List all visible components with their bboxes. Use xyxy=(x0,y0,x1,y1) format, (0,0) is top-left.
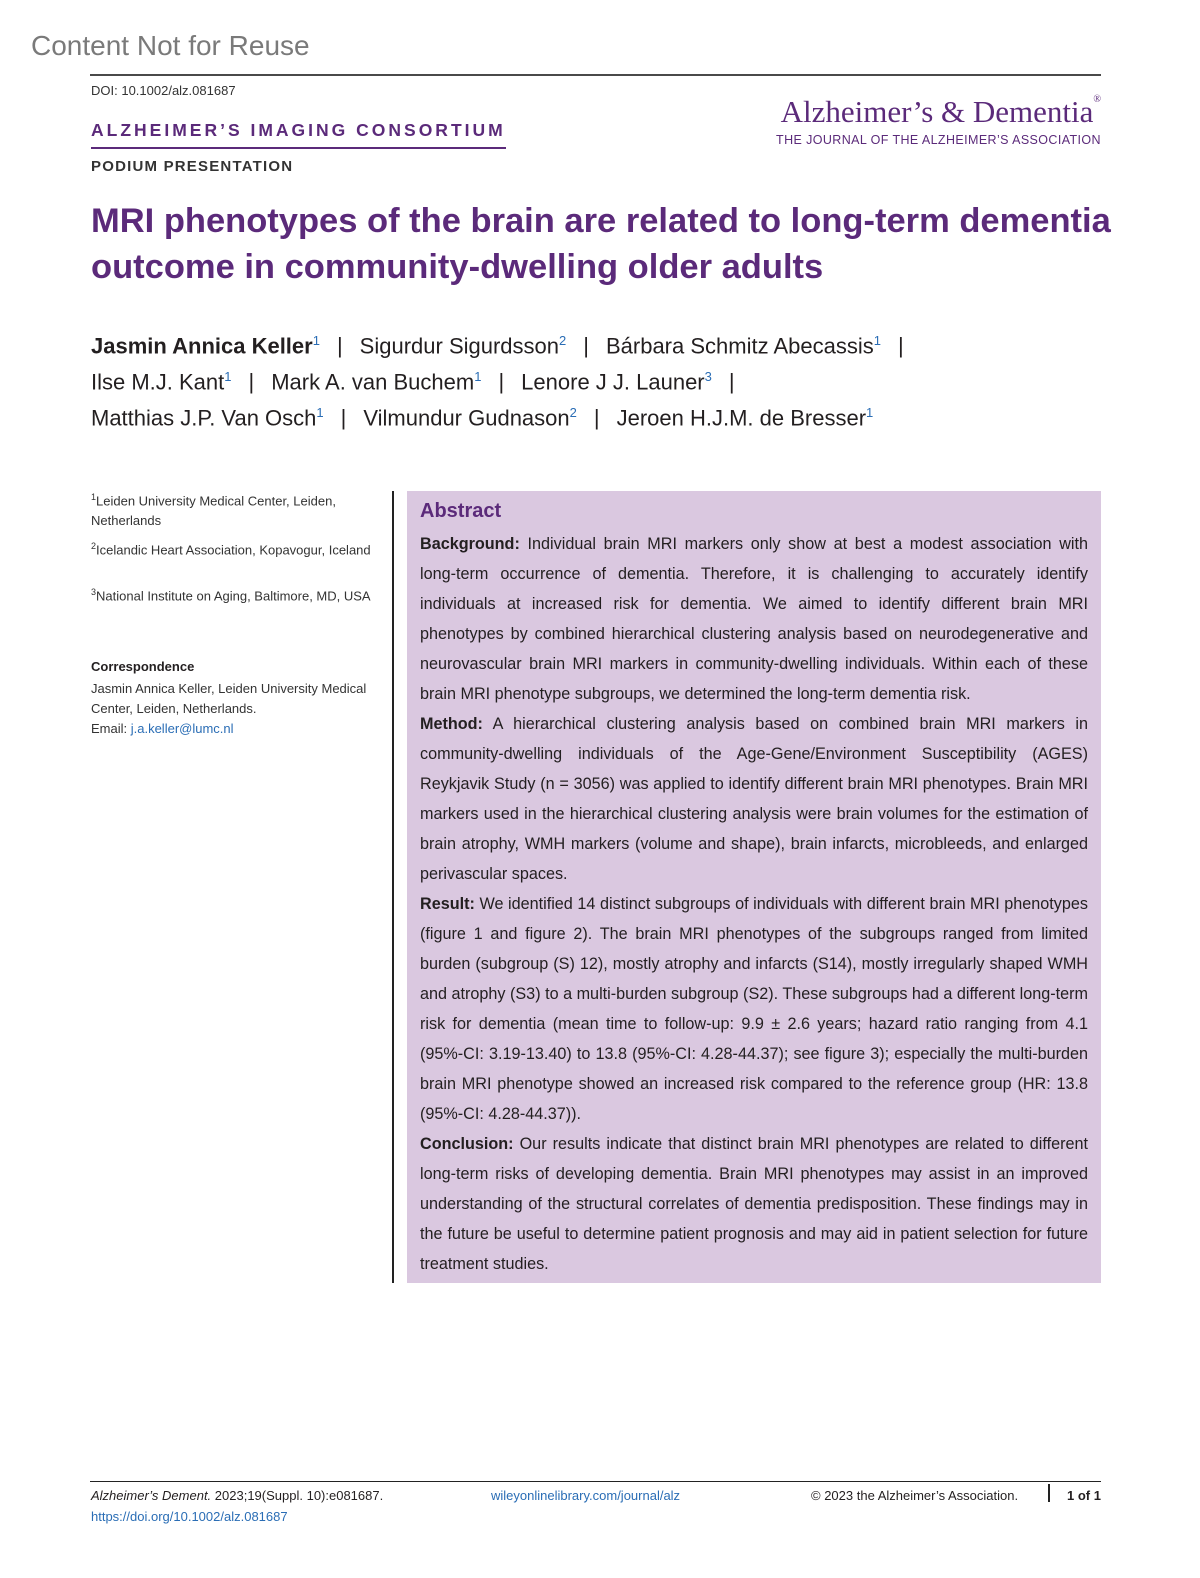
journal-logo xyxy=(781,94,1101,130)
author-affiliation-ref[interactable]: 1 xyxy=(866,405,874,420)
author-affiliation-ref[interactable]: 2 xyxy=(569,405,577,420)
correspondence-email-line xyxy=(91,719,371,739)
author-name: Sigurdur Sigurdsson xyxy=(359,333,560,359)
author-name: Vilmundur Gudnason xyxy=(363,405,570,431)
author-affiliation-ref[interactable]: 1 xyxy=(224,369,232,384)
author-separator: | xyxy=(728,369,735,395)
correspondence-details xyxy=(91,679,371,739)
abstract-result xyxy=(420,889,1088,1129)
email-link[interactable]: j.a.keller@lumc.nl xyxy=(130,721,234,736)
author-line xyxy=(91,333,921,359)
author-name: Bárbara Schmitz Abecassis xyxy=(605,333,874,359)
email-label: Email: xyxy=(91,721,131,736)
affiliation xyxy=(91,536,371,560)
affiliation-number: 2 xyxy=(91,541,97,551)
author-name: Jeroen H.J.M. de Bresser xyxy=(616,405,867,431)
background-text: Individual brain MRI markers only show at best a modest association with long-term occurrence of dementia. Therefore, it is challenging to accurately identify individuals at increased risk for dementia. We aimed to identify different brain MRI phenotypes by combined hierarchical clustering analysis based on neurodegenerative and neurovascular brain MRI markers in community-dwelling individuals. Within each of these brain MRI phenotype subgroups, we determined the long-term dementia risk. xyxy=(420,535,1088,703)
paper-title xyxy=(91,198,1111,290)
affiliation-number: 1 xyxy=(91,492,97,502)
author-affiliation-ref[interactable]: 2 xyxy=(559,333,567,348)
footer-journal-link[interactable]: wileyonlinelibrary.com/journal/alz xyxy=(491,1488,681,1503)
author-name: Lenore J J. Launer xyxy=(521,369,705,395)
author-name: Matthias J.P. Van Osch xyxy=(91,405,317,431)
author-separator: | xyxy=(336,333,343,359)
article-type: PODIUM PRESENTATION xyxy=(91,158,294,175)
author-name: Mark A. van Buchem xyxy=(271,369,475,395)
conclusion-label: Conclusion: xyxy=(420,1135,514,1153)
author-affiliation-ref[interactable]: 1 xyxy=(316,405,324,420)
title-line: MRI phenotypes of the brain are related to long-term dementia xyxy=(91,202,1111,240)
author-affiliation-ref[interactable]: 1 xyxy=(474,369,482,384)
author-separator: | xyxy=(583,333,589,359)
affiliation xyxy=(91,582,371,606)
author-affiliation-ref[interactable]: 1 xyxy=(312,333,320,348)
author-separator: | xyxy=(248,369,255,395)
footer-divider xyxy=(1048,1484,1050,1502)
abstract-background xyxy=(420,529,1088,709)
abstract-heading: Abstract xyxy=(420,500,502,522)
affiliation-text: Leiden University Medical Center, Leiden, Netherlands xyxy=(91,493,336,529)
journal-name: Alzheimer’s & Dementia xyxy=(780,94,1094,129)
author-name: Ilse M.J. Kant xyxy=(91,369,225,395)
footer-doi-link[interactable]: https://doi.org/10.1002/alz.081687 xyxy=(91,1509,288,1524)
result-label: Result: xyxy=(420,895,475,913)
author-affiliation-ref[interactable]: 1 xyxy=(873,333,881,348)
footer-rule xyxy=(90,1481,1101,1482)
abstract-method xyxy=(420,709,1088,889)
correspondence-heading: Correspondence xyxy=(91,659,195,674)
abstract-body xyxy=(420,529,1088,1279)
footer-citation xyxy=(91,1488,383,1503)
background-label: Background: xyxy=(420,535,520,553)
affiliation-number: 3 xyxy=(91,587,97,597)
top-rule xyxy=(90,74,1101,76)
correspondence-text: Jasmin Annica Keller, Leiden University Medical Center, Leiden, Netherlands. xyxy=(91,681,367,716)
journal-subtitle: THE JOURNAL OF THE ALZHEIMER’S ASSOCIATION xyxy=(776,133,1101,147)
citation-text: 2023;19(Suppl. 10):e081687. xyxy=(211,1488,384,1503)
title-line: outcome in community-dwelling older adults xyxy=(91,248,824,286)
author-separator: | xyxy=(340,405,347,431)
author-separator: | xyxy=(897,333,904,359)
author-affiliation-ref[interactable]: 3 xyxy=(704,369,712,384)
conclusion-text: Our results indicate that distinct brain MRI phenotypes are related to different long-term risks of developing dementia. Brain MRI phenotypes may assist in an improved understanding of the structural correlates of dementia predisposition. These findings may in the future be useful to determine patient prognosis and may aid in patient selection for future treatment studies. xyxy=(420,1135,1088,1273)
footer-copyright: © 2023 the Alzheimer’s Association. xyxy=(811,1488,1019,1503)
author-line xyxy=(91,369,752,395)
author-name: Jasmin Annica Keller xyxy=(91,333,313,359)
affiliation xyxy=(91,487,371,531)
method-label: Method: xyxy=(420,715,483,733)
affiliation-text: National Institute on Aging, Baltimore, MD, USA xyxy=(96,588,371,604)
result-text: We identified 14 distinct subgroups of individuals with different brain MRI phenotypes (figure 1 and figure 2). The brain MRI phenotypes of the subgroups ranged from limited burden (subgroup (S) 12), mostly atrophy and infarcts (S14), mostly irregularly shaped WMH and atrophy (S3) to a multi-burden subgroup (S2). These subgroups had a different long-term risk for dementia (mean time to follow-up: 9.9 ± 2.6 years; hazard ratio ranging from 4.1 (95%-CI: 3.19-13.40) to 13.8 (95%-CI: 4.28-44.37); see figure 3); especially the multi-burden brain MRI phenotype showed an increased risk compared to the reference group (HR: 13.8 (95%-CI: 4.28-44.37)). xyxy=(420,895,1088,1123)
author-line xyxy=(91,405,873,431)
doi: DOI: 10.1002/alz.081687 xyxy=(91,83,236,98)
affiliation-text: Icelandic Heart Association, Kopavogur, Iceland xyxy=(96,542,371,558)
section-heading: ALZHEIMER’S IMAGING CONSORTIUM xyxy=(91,120,506,149)
author-separator: | xyxy=(593,405,600,431)
author-separator: | xyxy=(498,369,505,395)
method-text: A hierarchical clustering analysis based on combined brain MRI markers in community-dwelling individuals of the Age-Gene/Environment Susceptibility (AGES) Reykjavik Study (n = 3056) was applied to identify different brain MRI phenotypes. Brain MRI markers used in the hierarchical clustering analysis were brain volumes for the estimation of brain atrophy, WMH markers (volume and shape), brain infarcts, microbleeds, and enlarged perivascular spaces. xyxy=(420,715,1088,883)
watermark: Content Not for Reuse xyxy=(31,30,310,61)
column-divider xyxy=(392,491,394,1283)
journal-abbreviation: Alzheimer’s Dement. xyxy=(91,1488,212,1503)
abstract-conclusion xyxy=(420,1129,1088,1279)
page-number: 1 of 1 xyxy=(1067,1488,1101,1503)
registered-mark: ® xyxy=(1093,94,1101,105)
